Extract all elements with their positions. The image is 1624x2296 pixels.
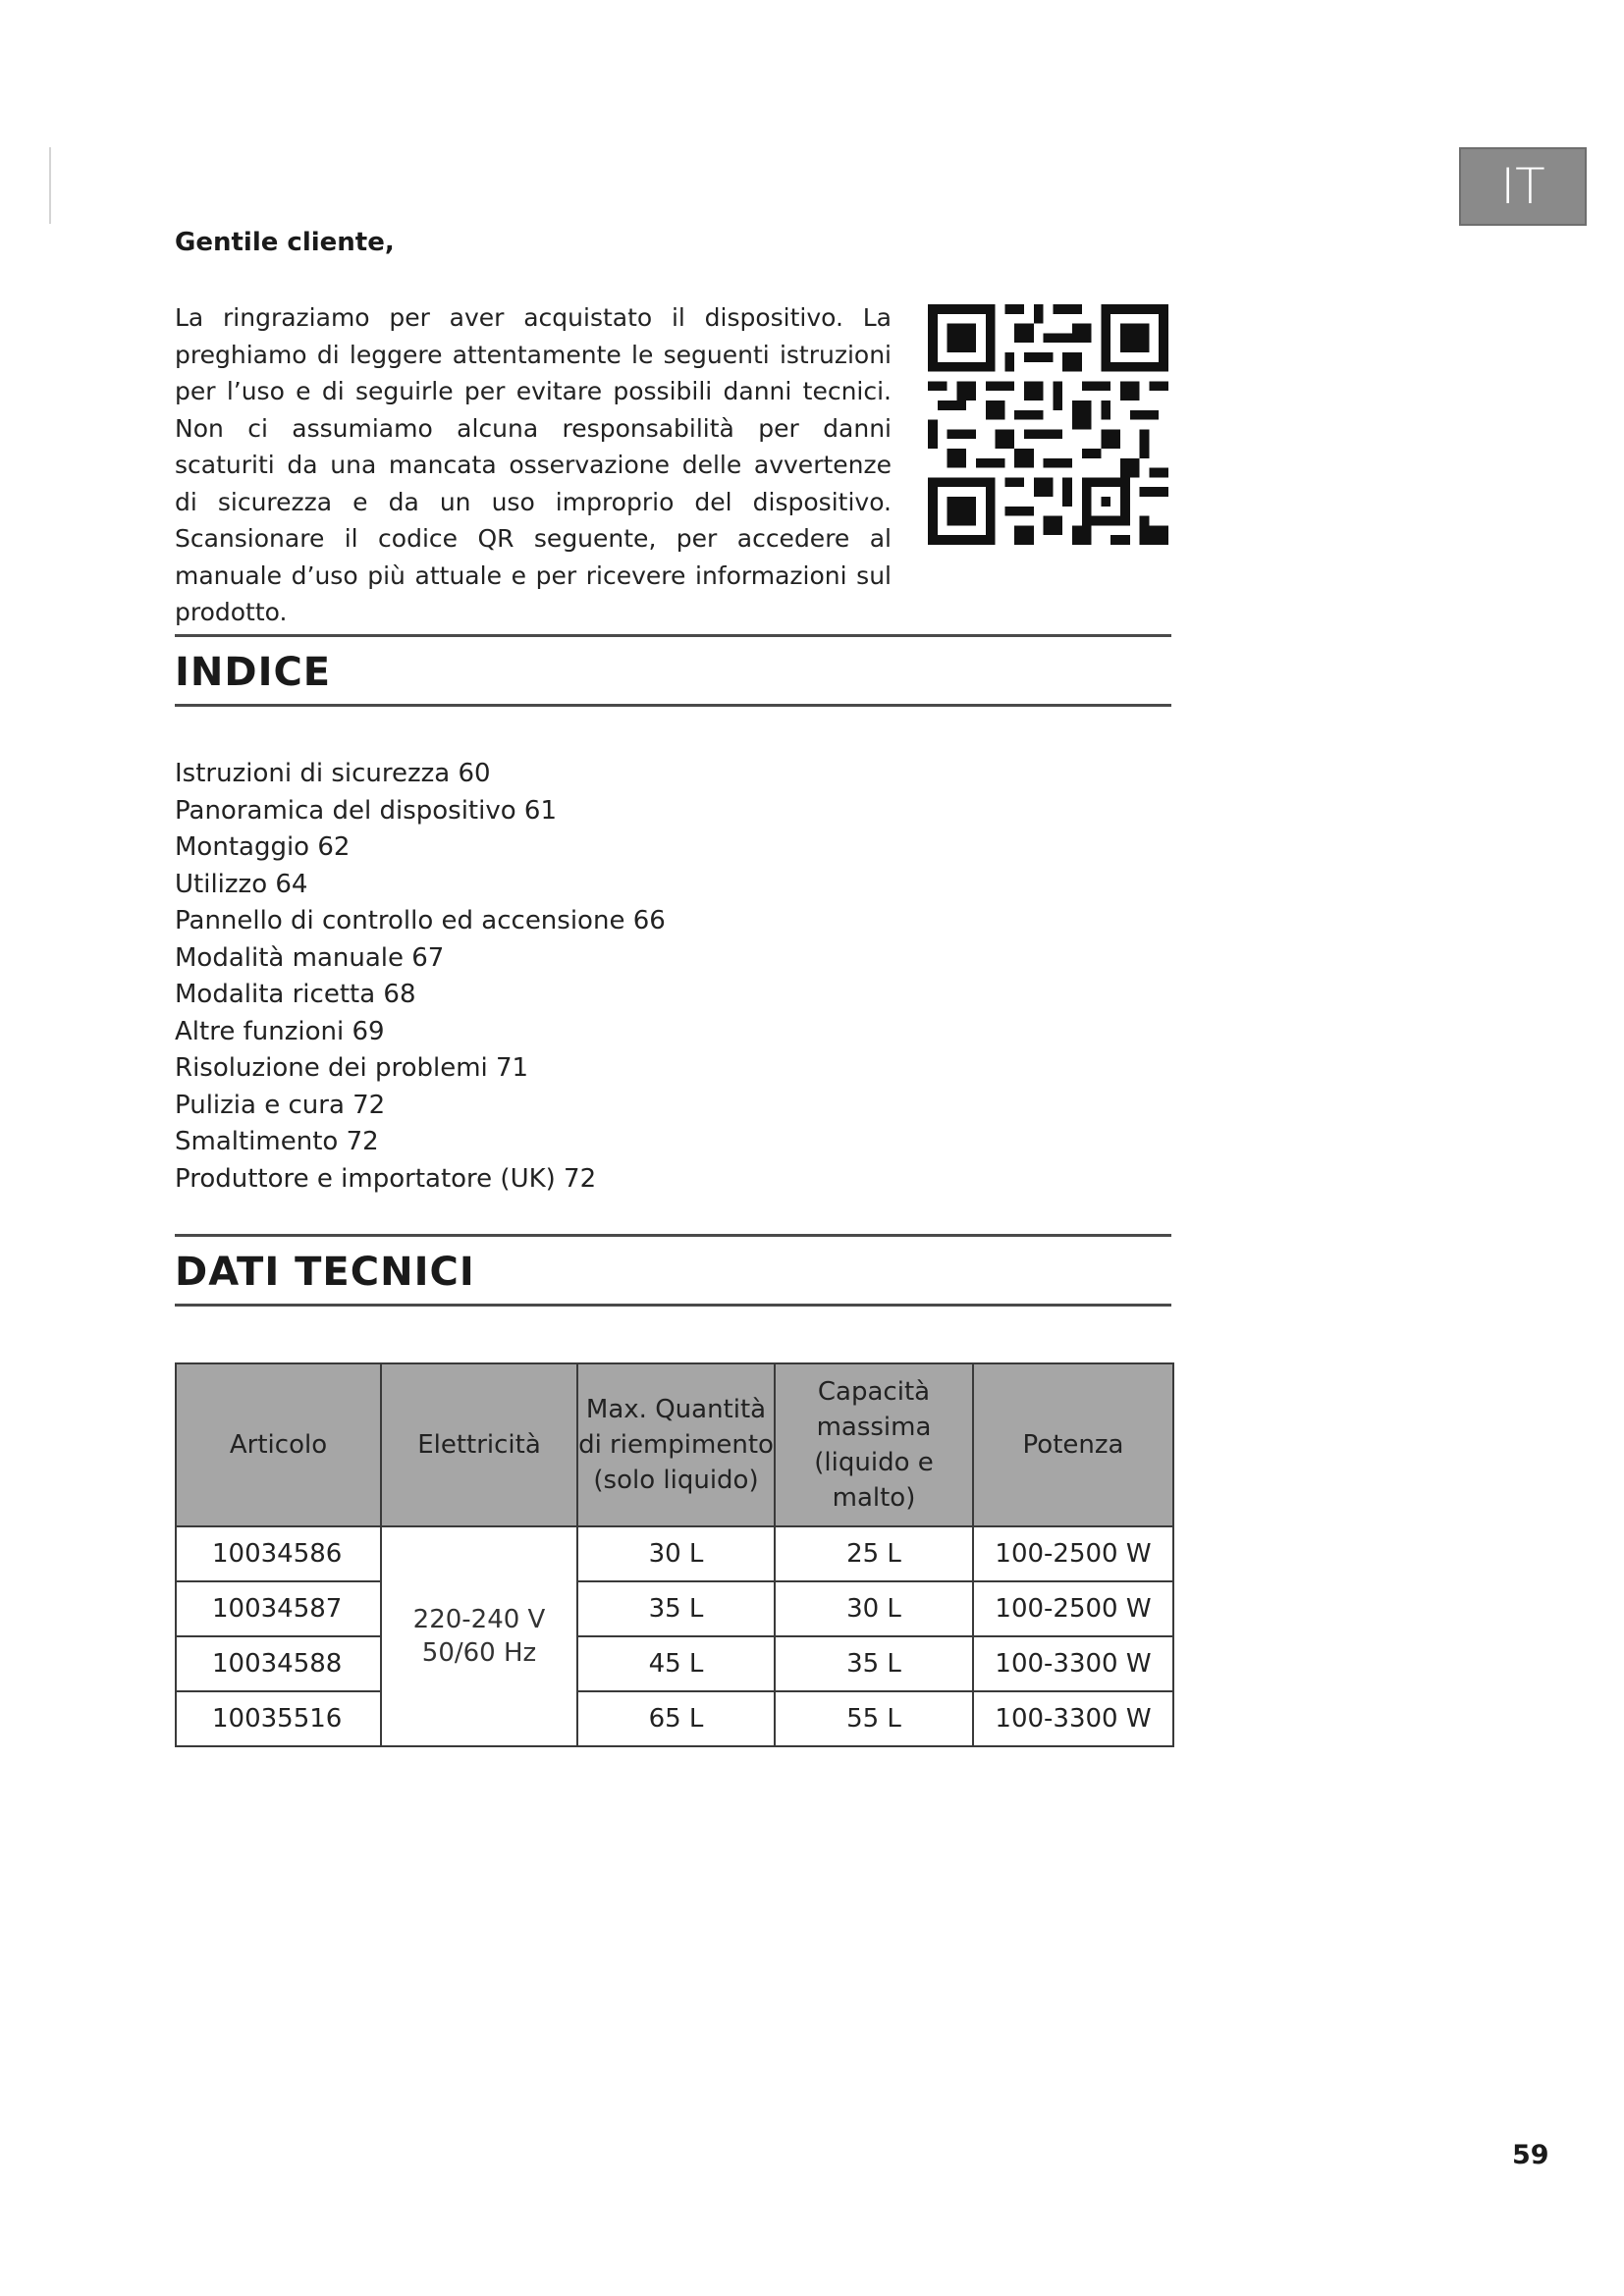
toc-item[interactable]: Panoramica del dispositivo 61	[175, 795, 557, 826]
index-rule-top	[175, 634, 1171, 637]
toc-item[interactable]: Smaltimento 72	[175, 1127, 379, 1156]
toc-item[interactable]: Modalita ricetta 68	[175, 980, 416, 1009]
toc-item[interactable]: Modalità manuale 67	[175, 942, 445, 973]
table-row	[176, 1581, 1173, 1636]
toc-item[interactable]: Istruzioni di sicurezza 60	[175, 759, 491, 788]
cell-fill: 65 L	[577, 1691, 775, 1746]
greeting: Gentile cliente,	[175, 228, 395, 257]
specs-table	[175, 1362, 1174, 1747]
qr-code[interactable]	[928, 304, 1168, 545]
toc-item[interactable]: Risoluzione dei problemi 71	[175, 1053, 529, 1083]
header-item: Articolo	[176, 1363, 381, 1526]
cell-item: 10034587	[176, 1581, 381, 1636]
toc-item[interactable]: Pannello di controllo ed accensione 66	[175, 906, 666, 935]
cell-power: 100-2500 W	[973, 1581, 1173, 1636]
table-row	[176, 1526, 1173, 1581]
toc-item[interactable]: Produttore e importatore (UK) 72	[175, 1163, 597, 1194]
specs-rule-bottom	[175, 1304, 1171, 1307]
specs-rule-top	[175, 1234, 1171, 1237]
header-fill: Max. Quantità di riempimento (solo liquido)	[577, 1363, 775, 1526]
cell-item: 10035516	[176, 1691, 381, 1746]
language-tab: IT	[1459, 147, 1587, 226]
intro-paragraph: La ringraziamo per aver acquistato il dispositivo. La preghiamo di leggere attentamente le seguenti istruzioni per l’uso e di seguirle per evitare possibili danni tecnici. Non ci assumiamo alcuna responsabilità per danni scaturiti da una mancata osservazione delle avvertenze di sicurezza e da un uso improprio del dispositivo. Scansionare il codice QR seguente, per accedere al manuale d’uso più attuale e per ricevere informazioni sul prodotto.	[175, 303, 892, 626]
specs-title: DATI TECNICI	[175, 1250, 475, 1295]
table-row	[176, 1636, 1173, 1691]
cell-power: 100-3300 W	[973, 1691, 1173, 1746]
margin-mark	[49, 147, 51, 224]
toc-item[interactable]: Utilizzo 64	[175, 869, 308, 899]
cell-item: 10034586	[176, 1526, 381, 1581]
cell-fill: 45 L	[577, 1636, 775, 1691]
toc-item[interactable]: Montaggio 62	[175, 832, 351, 862]
index-rule-bottom	[175, 704, 1171, 707]
electricity-frequency: 50/60 Hz	[421, 1638, 537, 1668]
cell-capacity: 35 L	[775, 1636, 973, 1691]
index-title: INDICE	[175, 650, 332, 695]
header-capacity: Capacità massima (liquido e malto)	[775, 1363, 973, 1526]
table-header-row	[176, 1363, 1173, 1526]
cell-power: 100-3300 W	[973, 1636, 1173, 1691]
cell-fill: 35 L	[577, 1581, 775, 1636]
cell-power: 100-2500 W	[973, 1526, 1173, 1581]
cell-item: 10034588	[176, 1636, 381, 1691]
header-electricity: Elettricità	[381, 1363, 577, 1526]
header-power: Potenza	[973, 1363, 1173, 1526]
toc-item[interactable]: Pulizia e cura 72	[175, 1090, 386, 1120]
electricity-voltage: 220-240 V	[412, 1605, 546, 1634]
table-of-contents	[175, 756, 666, 1198]
toc-item[interactable]: Altre funzioni 69	[175, 1016, 385, 1046]
cell-capacity: 55 L	[775, 1691, 973, 1746]
cell-capacity: 25 L	[775, 1526, 973, 1581]
cell-fill: 30 L	[577, 1526, 775, 1581]
cell-capacity: 30 L	[775, 1581, 973, 1636]
table-row	[176, 1691, 1173, 1746]
cell-electricity	[381, 1526, 577, 1746]
page-number: 59	[1512, 2140, 1549, 2170]
